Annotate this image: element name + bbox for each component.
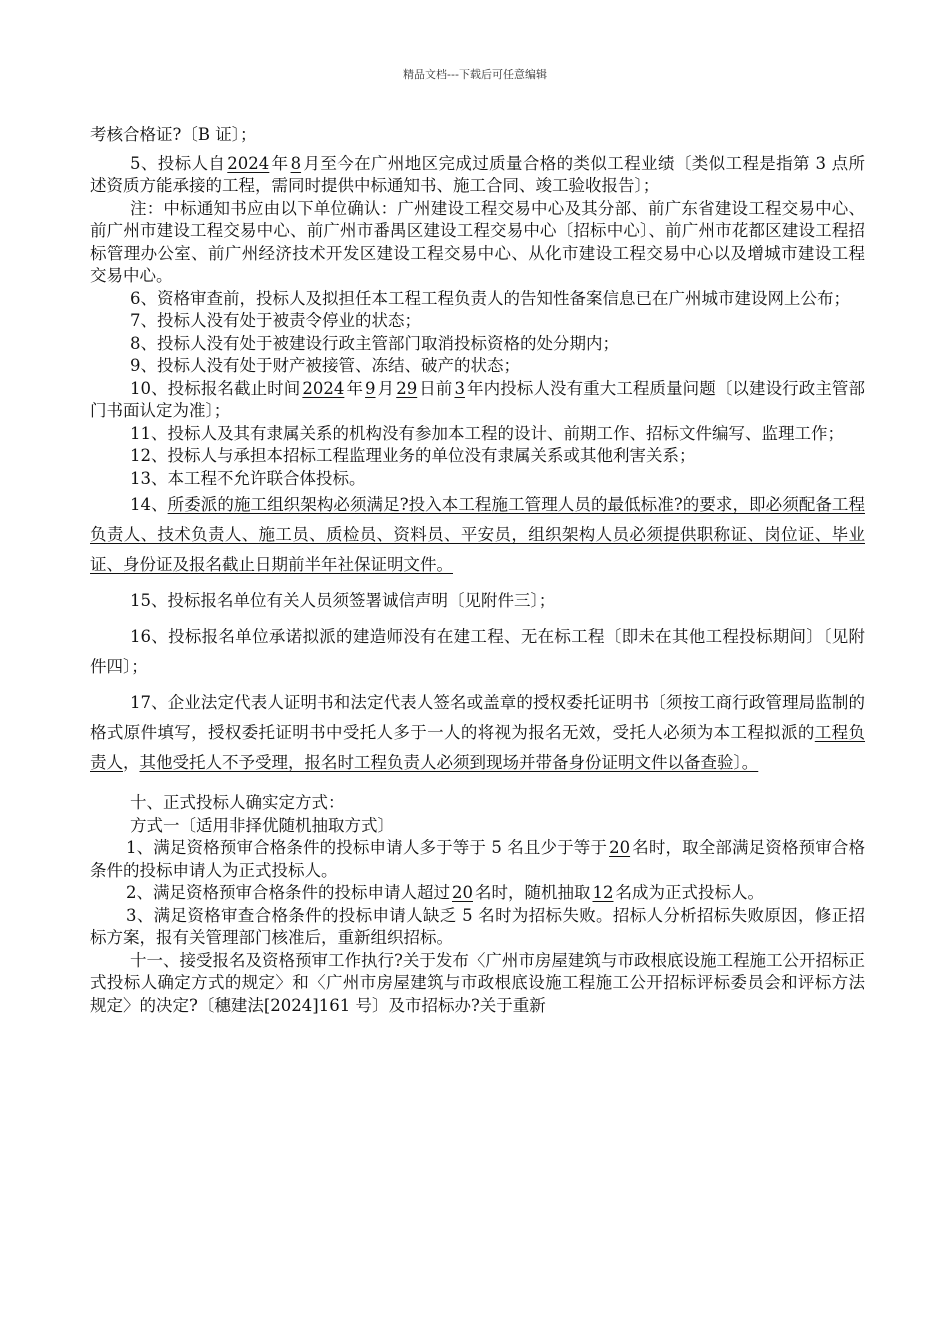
- blank-count: 20: [609, 838, 631, 857]
- rule-3: 3、满足资格审查合格条件的投标申请人缺乏 5 名时为招标失败。招标人分析招标失败原因，修正招标方案，报有关管理部门核准后，重新组织招标。: [90, 905, 865, 947]
- blank-year: 2024: [302, 378, 345, 398]
- blank-years: 3: [454, 378, 465, 398]
- blank-year: 2024: [227, 153, 270, 173]
- paragraph-note: 注：中标通知书应由以下单位确认：广州建设工程交易中心及其分部、前广东省建设工程交易中心、前广州市建设工程交易中心、前广州市番禺区建设工程交易中心〔招标中心〕、前广州市花都区建设工程招标管理办公室、前广州经济技术开发区建设工程交易中心、从化市建设工程交易中心以及增城市建设工程交易中心。: [90, 198, 865, 285]
- paragraph-item-14: 14、所委派的施工组织架构必须满足?投入本工程施工管理人员的最低标准?的要求，即必须配备工程负责人、技术负责人、施工员、质检员、资料员、平安员，组织架构人员必须提供职称证、岗位证、毕业证、身份证及报名截止日期前半年社保证明文件。: [90, 495, 865, 574]
- paragraph-item-10: 10、投标报名截止时间 2024 年 9 月 29 日前 3 年内投标人没有重大工程质量问题〔以建设行政主管部门书面认定为准〕；: [90, 378, 866, 420]
- underlined-requirement: 所委派的施工组织架构必须满足?投入本工程施工管理人员的最低标准?的要求，即必须配备工程负责人、技术负责人、施工员、质检员、资料员、平安员，组织架构人员必须提供职称证、岗位证、毕业证、身份证及报名截止日期前半年社保证明文件。: [90, 495, 865, 574]
- underlined-clause: 其他受托人不予受理，报名时工程负责人必须到现场并带备身份证明文件以备查验〕。: [139, 753, 759, 772]
- page-header: 精品文档---下载后可任意编辑: [403, 68, 547, 81]
- document-body: [90, 124, 865, 1017]
- blank-month: 9: [365, 378, 376, 398]
- paragraph-item-5: 5、投标人自 2024 年 8 月至今在广州地区完成过质量合格的类似工程业绩〔类似工程是指第 3 点所述资质方能承接的工程，需同时提供中标通知书、施工合同、竣工验收报告〕；: [90, 153, 866, 195]
- paragraph-item-9: 9、投标人没有处于财产被接管、冻结、破产的状态；: [130, 356, 520, 375]
- paragraph-item-7: 7、投标人没有处于被责令停业的状态；: [130, 311, 421, 330]
- paragraph-item-6: 6、资格审查前，投标人及拟担任本工程工程负责人的告知性备案信息已在广州城市建设网上公布；: [130, 288, 850, 308]
- section-11: 十一、接受报名及资格预审工作执行?关于发布〈广州市房屋建筑与市政根底设施工程施工公开招标正式投标人确定方式的规定〉和〈广州市房屋建筑与市政根底设施工程施工公开招标评标委员会和评标方法规定〉的决定?〔穗建法[2024]161 号〕及市招标办?关于重新: [90, 950, 865, 1015]
- blank-day: 29: [396, 378, 418, 398]
- rule-1: 1、满足资格预审合格条件的投标申请人多于等于 5 名且少于等于 20 名时，取全部满足资格预审合格条件的投标申请人为正式投标人。: [90, 838, 865, 880]
- method-1-heading: 方式一〔适用非择优随机抽取方式〕: [130, 815, 394, 835]
- paragraph-item-17: 17、企业法定代表人证明书和法定代表人签名或盖章的授权委托证明书〔须按工商行政管理局监制的格式原件填写，授权委托证明书中受托人多于一人的将视为报名无效，受托人必须为本工程拟派的工程负责人，其他受托人不予受理，报名时工程负责人必须到现场并带备身份证明文件以备查验〕。: [90, 693, 866, 772]
- rule-2: 2、满足资格预审合格条件的投标申请人超过 20 名时，随机抽取 12 名成为正式投标人。: [126, 883, 764, 902]
- paragraph-item-16: 16、投标报名单位承诺拟派的建造师没有在建工程、无在标工程〔即未在其他工程投标期间〕〔见附件四〕；: [90, 627, 865, 676]
- paragraph-item-15: 15、投标报名单位有关人员须签署诚信声明〔见附件三〕；: [130, 591, 556, 610]
- underlined-project-leader: 工程负责人: [90, 723, 866, 772]
- blank-count: 12: [592, 883, 614, 902]
- paragraph-b-cert: 考核合格证?〔B 证〕；: [90, 125, 257, 144]
- paragraph-item-12: 12、投标人与承担本招标工程监理业务的单位没有隶属关系或其他利害关系；: [130, 446, 696, 465]
- section-10-heading: 十、正式投标人确实定方式：: [130, 793, 345, 812]
- blank-month: 8: [290, 153, 302, 173]
- paragraph-item-11: 11、投标人及其有隶属关系的机构没有参加本工程的设计、前期工作、招标文件编写、监理工作；: [130, 423, 844, 443]
- paragraph-item-8: 8、投标人没有处于被建设行政主管部门取消投标资格的处分期内；: [130, 333, 619, 353]
- paragraph-item-13: 13、本工程不允许联合体投标。: [130, 468, 366, 488]
- blank-count: 20: [452, 883, 473, 902]
